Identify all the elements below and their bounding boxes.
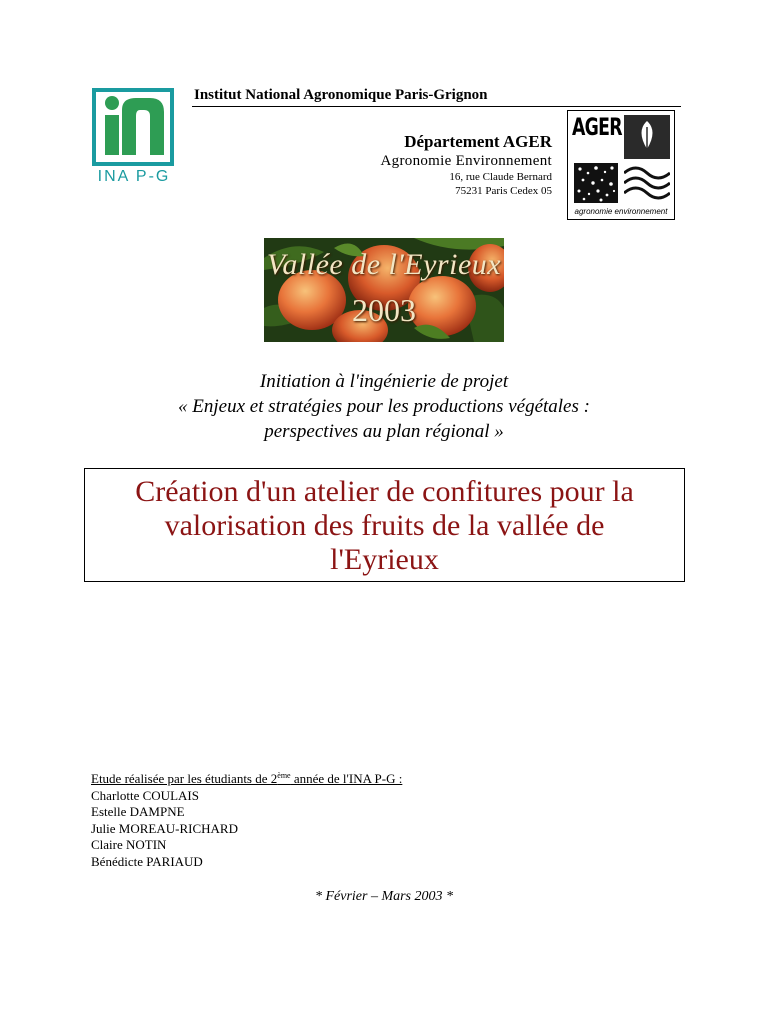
document-title-box xyxy=(84,468,685,582)
ager-logo-caption: agronomie environnement xyxy=(574,207,668,216)
student-name: Claire NOTIN xyxy=(91,837,167,852)
leaf-icon xyxy=(624,115,670,159)
course-line-3: perspectives au plan régional » xyxy=(264,421,504,442)
title-line-3: l'Eyrieux xyxy=(330,543,439,576)
title-line-1: Création d'un atelier de confitures pour la xyxy=(135,475,634,508)
students-intro-sup: ème xyxy=(277,771,291,780)
banner-year: 2003 xyxy=(352,292,416,328)
ager-logo-text: AGER xyxy=(572,113,622,141)
banner-title: Vallée de l'Eyrieux xyxy=(266,248,502,281)
peach-photo-banner xyxy=(264,238,504,342)
course-line-1: Initiation à l'ingénierie de projet xyxy=(259,371,509,392)
wave-pattern-icon xyxy=(624,163,670,203)
ina-logo-mark xyxy=(92,88,174,166)
students-block xyxy=(91,771,402,870)
student-name: Charlotte COULAIS xyxy=(91,787,199,803)
title-line-2: valorisation des fruits de la vallée de xyxy=(164,509,605,542)
address-street: 16, rue Claude Bernard xyxy=(449,171,552,183)
ina-pg-logo xyxy=(92,88,176,196)
soil-pattern-icon xyxy=(574,163,618,203)
institute-name: Institut National Agronomique Paris-Grignon xyxy=(194,87,488,103)
students-intro xyxy=(91,771,402,788)
ager-logo xyxy=(567,110,675,220)
course-line-2: « Enjeux et stratégies pour les productions végétales : xyxy=(178,396,590,417)
department-subtitle: Agronomie Environnement xyxy=(380,153,552,169)
course-description xyxy=(0,369,768,444)
ina-logo-caption: INA P-G xyxy=(97,168,171,185)
address-city: 75231 Paris Cedex 05 xyxy=(455,185,552,197)
date-line: * Février – Mars 2003 * xyxy=(314,889,454,904)
department-block xyxy=(381,132,552,198)
department-title: Département AGER xyxy=(404,132,552,151)
student-name: Bénédicte PARIAUD xyxy=(91,853,203,869)
students-intro-after: année de l'INA P-G : xyxy=(290,771,403,786)
students-intro-before: Etude réalisée par les étudiants de 2 xyxy=(91,771,278,786)
student-name: Julie MOREAU-RICHARD xyxy=(91,820,238,836)
header-rule xyxy=(192,106,681,107)
student-name: Estelle DAMPNE xyxy=(91,804,185,819)
